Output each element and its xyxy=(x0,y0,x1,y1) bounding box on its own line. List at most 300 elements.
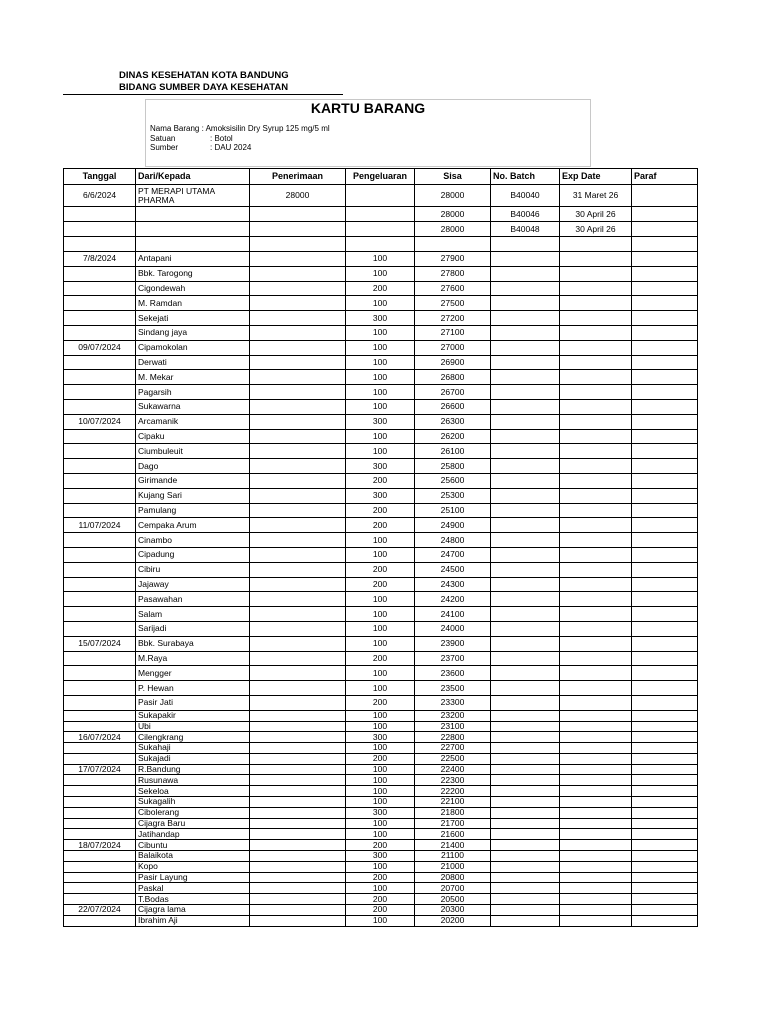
cell-pengeluaran: 100 xyxy=(346,764,415,775)
cell-pengeluaran: 100 xyxy=(346,547,415,562)
cell-penerimaan xyxy=(250,473,346,488)
cell-pengeluaran: 100 xyxy=(346,861,415,872)
cell-pengeluaran: 300 xyxy=(346,414,415,429)
cell-sisa: 28000 xyxy=(415,207,491,222)
table-row xyxy=(64,252,698,267)
cell-exp-date xyxy=(560,237,632,252)
cell-dari-kepada: Cinambo xyxy=(136,533,250,548)
cell-no-batch xyxy=(491,915,560,926)
cell-sisa: 25800 xyxy=(415,459,491,474)
cell-pengeluaran: 100 xyxy=(346,429,415,444)
cell-penerimaan xyxy=(250,533,346,548)
cell-dari-kepada: Pasir Layung xyxy=(136,872,250,883)
table-row xyxy=(64,473,698,488)
cell-exp-date xyxy=(560,775,632,786)
cell-pengeluaran: 300 xyxy=(346,851,415,862)
cell-paraf xyxy=(632,621,698,636)
cell-dari-kepada: Cijagra lama xyxy=(136,905,250,916)
cell-dari-kepada: PT MERAPI UTAMA PHARMA xyxy=(136,185,250,207)
cell-tanggal xyxy=(64,503,136,518)
cell-dari-kepada: Ubi xyxy=(136,721,250,732)
cell-tanggal xyxy=(64,473,136,488)
cell-pengeluaran: 100 xyxy=(346,533,415,548)
cell-no-batch xyxy=(491,266,560,281)
cell-dari-kepada: Pamulang xyxy=(136,503,250,518)
cell-penerimaan xyxy=(250,915,346,926)
cell-dari-kepada: Mengger xyxy=(136,666,250,681)
table-row xyxy=(64,385,698,400)
cell-penerimaan xyxy=(250,710,346,721)
cell-pengeluaran: 100 xyxy=(346,829,415,840)
cell-pengeluaran: 200 xyxy=(346,281,415,296)
table-row xyxy=(64,743,698,754)
cell-paraf xyxy=(632,252,698,267)
cell-paraf xyxy=(632,636,698,651)
cell-penerimaan xyxy=(250,252,346,267)
cell-dari-kepada: Sekeloa xyxy=(136,786,250,797)
cell-pengeluaran: 100 xyxy=(346,743,415,754)
cell-penerimaan xyxy=(250,786,346,797)
cell-penerimaan xyxy=(250,681,346,696)
table-row xyxy=(64,237,698,252)
cell-sisa: 24300 xyxy=(415,577,491,592)
cell-no-batch xyxy=(491,651,560,666)
cell-tanggal xyxy=(64,915,136,926)
cell-penerimaan xyxy=(250,488,346,503)
cell-paraf xyxy=(632,311,698,326)
cell-tanggal xyxy=(64,797,136,808)
cell-sisa: 27100 xyxy=(415,325,491,340)
cell-pengeluaran: 200 xyxy=(346,695,415,710)
cell-exp-date xyxy=(560,861,632,872)
cell-dari-kepada: Bbk. Surabaya xyxy=(136,636,250,651)
cell-pengeluaran: 100 xyxy=(346,355,415,370)
cell-penerimaan xyxy=(250,607,346,622)
cell-penerimaan xyxy=(250,325,346,340)
cell-sisa: 26700 xyxy=(415,385,491,400)
cell-dari-kepada: Cibuntu xyxy=(136,840,250,851)
cell-pengeluaran: 100 xyxy=(346,607,415,622)
cell-penerimaan xyxy=(250,547,346,562)
cell-pengeluaran: 200 xyxy=(346,518,415,533)
col-sisa: Sisa xyxy=(415,169,491,185)
cell-exp-date xyxy=(560,883,632,894)
cell-sisa: 23600 xyxy=(415,666,491,681)
table-row xyxy=(64,340,698,355)
table-row xyxy=(64,266,698,281)
cell-penerimaan xyxy=(250,281,346,296)
cell-exp-date xyxy=(560,385,632,400)
cell-tanggal xyxy=(64,651,136,666)
cell-tanggal xyxy=(64,753,136,764)
cell-paraf xyxy=(632,743,698,754)
table-row xyxy=(64,325,698,340)
cell-tanggal xyxy=(64,207,136,222)
card-title: KARTU BARANG xyxy=(310,100,426,116)
cell-tanggal: 17/07/2024 xyxy=(64,764,136,775)
cell-tanggal xyxy=(64,786,136,797)
cell-sisa: 22500 xyxy=(415,753,491,764)
cell-penerimaan xyxy=(250,883,346,894)
cell-paraf xyxy=(632,666,698,681)
cell-dari-kepada: Sukawarna xyxy=(136,399,250,414)
cell-exp-date xyxy=(560,621,632,636)
cell-penerimaan xyxy=(250,775,346,786)
cell-no-batch xyxy=(491,488,560,503)
cell-sisa: 26100 xyxy=(415,444,491,459)
cell-no-batch xyxy=(491,710,560,721)
cell-sisa: 23300 xyxy=(415,695,491,710)
cell-no-batch xyxy=(491,503,560,518)
cell-no-batch xyxy=(491,732,560,743)
cell-penerimaan xyxy=(250,444,346,459)
cell-dari-kepada: Ibrahim Aji xyxy=(136,915,250,926)
cell-tanggal xyxy=(64,459,136,474)
cell-tanggal: 09/07/2024 xyxy=(64,340,136,355)
cell-sisa: 23700 xyxy=(415,651,491,666)
cell-penerimaan xyxy=(250,807,346,818)
cell-dari-kepada: Kopo xyxy=(136,861,250,872)
cell-no-batch xyxy=(491,872,560,883)
cell-no-batch xyxy=(491,370,560,385)
cell-paraf xyxy=(632,915,698,926)
cell-dari-kepada: Paskal xyxy=(136,883,250,894)
cell-paraf xyxy=(632,905,698,916)
cell-tanggal xyxy=(64,370,136,385)
org-division: BIDANG SUMBER DAYA KESEHATAN xyxy=(119,82,289,93)
cell-sisa: 28000 xyxy=(415,185,491,207)
table-row xyxy=(64,562,698,577)
cell-sisa: 22300 xyxy=(415,775,491,786)
cell-no-batch xyxy=(491,577,560,592)
cell-penerimaan xyxy=(250,414,346,429)
cell-pengeluaran: 100 xyxy=(346,710,415,721)
cell-exp-date xyxy=(560,807,632,818)
cell-sisa: 24700 xyxy=(415,547,491,562)
cell-dari-kepada: Rusunawa xyxy=(136,775,250,786)
cell-penerimaan xyxy=(250,840,346,851)
cell-sisa: 25300 xyxy=(415,488,491,503)
cell-exp-date xyxy=(560,695,632,710)
cell-dari-kepada: Jajaway xyxy=(136,577,250,592)
cell-pengeluaran: 200 xyxy=(346,905,415,916)
cell-dari-kepada: Cipadung xyxy=(136,547,250,562)
cell-tanggal xyxy=(64,743,136,754)
cell-dari-kepada: Jatihandap xyxy=(136,829,250,840)
cell-no-batch xyxy=(491,883,560,894)
cell-penerimaan xyxy=(250,621,346,636)
cell-exp-date xyxy=(560,533,632,548)
cell-sisa: 24800 xyxy=(415,533,491,548)
cell-pengeluaran: 100 xyxy=(346,681,415,696)
cell-pengeluaran: 100 xyxy=(346,818,415,829)
cell-dari-kepada: Sindang jaya xyxy=(136,325,250,340)
cell-exp-date: 30 April 26 xyxy=(560,222,632,237)
cell-sisa: 27500 xyxy=(415,296,491,311)
org-name: DINAS KESEHATAN KOTA BANDUNG xyxy=(119,70,289,81)
cell-sisa: 26800 xyxy=(415,370,491,385)
cell-sisa: 26900 xyxy=(415,355,491,370)
cell-dari-kepada: Cipamokolan xyxy=(136,340,250,355)
satuan-value: : Botol xyxy=(210,134,233,143)
cell-sisa: 23900 xyxy=(415,636,491,651)
nama-barang-value: Amoksisilin Dry Syrup 125 mg/5 ml xyxy=(205,124,330,133)
header-divider xyxy=(63,94,343,95)
cell-exp-date xyxy=(560,547,632,562)
cell-paraf xyxy=(632,710,698,721)
cell-no-batch xyxy=(491,281,560,296)
cell-pengeluaran: 100 xyxy=(346,775,415,786)
cell-tanggal xyxy=(64,429,136,444)
cell-tanggal xyxy=(64,547,136,562)
cell-tanggal xyxy=(64,577,136,592)
cell-pengeluaran: 200 xyxy=(346,562,415,577)
col-penerimaan: Penerimaan xyxy=(250,169,346,185)
cell-sisa: 22400 xyxy=(415,764,491,775)
cell-sisa xyxy=(415,237,491,252)
cell-no-batch xyxy=(491,459,560,474)
cell-penerimaan xyxy=(250,592,346,607)
cell-paraf xyxy=(632,355,698,370)
cell-exp-date xyxy=(560,872,632,883)
cell-paraf xyxy=(632,695,698,710)
cell-pengeluaran: 300 xyxy=(346,488,415,503)
cell-penerimaan xyxy=(250,872,346,883)
cell-pengeluaran: 200 xyxy=(346,651,415,666)
cell-paraf xyxy=(632,237,698,252)
cell-tanggal xyxy=(64,721,136,732)
cell-penerimaan xyxy=(250,829,346,840)
cell-tanggal xyxy=(64,222,136,237)
cell-tanggal xyxy=(64,444,136,459)
table-row xyxy=(64,775,698,786)
cell-penerimaan xyxy=(250,753,346,764)
cell-sisa: 24100 xyxy=(415,607,491,622)
cell-no-batch xyxy=(491,311,560,326)
cell-tanggal xyxy=(64,399,136,414)
cell-dari-kepada: M. Ramdan xyxy=(136,296,250,311)
cell-no-batch xyxy=(491,518,560,533)
cell-dari-kepada: R.Bandung xyxy=(136,764,250,775)
cell-pengeluaran: 100 xyxy=(346,797,415,808)
cell-no-batch xyxy=(491,840,560,851)
cell-no-batch xyxy=(491,621,560,636)
cell-dari-kepada: M.Raya xyxy=(136,651,250,666)
cell-penerimaan xyxy=(250,562,346,577)
cell-exp-date xyxy=(560,355,632,370)
table-row xyxy=(64,577,698,592)
cell-exp-date xyxy=(560,503,632,518)
cell-exp-date xyxy=(560,296,632,311)
cell-sisa: 24200 xyxy=(415,592,491,607)
cell-sisa: 21700 xyxy=(415,818,491,829)
cell-exp-date xyxy=(560,340,632,355)
cell-pengeluaran: 300 xyxy=(346,311,415,326)
cell-exp-date xyxy=(560,732,632,743)
cell-paraf xyxy=(632,325,698,340)
cell-tanggal xyxy=(64,818,136,829)
cell-sisa: 20800 xyxy=(415,872,491,883)
cell-sisa: 21100 xyxy=(415,851,491,862)
cell-no-batch xyxy=(491,414,560,429)
cell-paraf xyxy=(632,681,698,696)
cell-penerimaan: 28000 xyxy=(250,185,346,207)
cell-paraf xyxy=(632,414,698,429)
table-row xyxy=(64,488,698,503)
cell-tanggal xyxy=(64,533,136,548)
cell-paraf xyxy=(632,399,698,414)
cell-exp-date xyxy=(560,721,632,732)
cell-paraf xyxy=(632,185,698,207)
cell-sisa: 28000 xyxy=(415,222,491,237)
cell-tanggal xyxy=(64,872,136,883)
cell-tanggal xyxy=(64,325,136,340)
table-row xyxy=(64,829,698,840)
cell-no-batch xyxy=(491,743,560,754)
table-row xyxy=(64,444,698,459)
table-row xyxy=(64,681,698,696)
table-row xyxy=(64,296,698,311)
cell-penerimaan xyxy=(250,797,346,808)
cell-sisa: 23200 xyxy=(415,710,491,721)
cell-penerimaan xyxy=(250,518,346,533)
cell-tanggal xyxy=(64,851,136,862)
table-row xyxy=(64,651,698,666)
cell-paraf xyxy=(632,266,698,281)
table-row xyxy=(64,786,698,797)
cell-no-batch xyxy=(491,562,560,577)
table-row xyxy=(64,883,698,894)
cell-dari-kepada xyxy=(136,207,250,222)
cell-no-batch xyxy=(491,851,560,862)
cell-exp-date xyxy=(560,840,632,851)
cell-tanggal xyxy=(64,894,136,905)
cell-paraf xyxy=(632,894,698,905)
cell-dari-kepada: Sarijadi xyxy=(136,621,250,636)
cell-pengeluaran: 200 xyxy=(346,473,415,488)
cell-no-batch xyxy=(491,325,560,340)
cell-penerimaan xyxy=(250,651,346,666)
cell-exp-date xyxy=(560,797,632,808)
cell-no-batch xyxy=(491,753,560,764)
cell-tanggal: 10/07/2024 xyxy=(64,414,136,429)
cell-sisa: 25600 xyxy=(415,473,491,488)
cell-no-batch xyxy=(491,607,560,622)
cell-pengeluaran: 300 xyxy=(346,732,415,743)
cell-penerimaan xyxy=(250,636,346,651)
cell-pengeluaran: 200 xyxy=(346,577,415,592)
cell-pengeluaran: 100 xyxy=(346,340,415,355)
cell-penerimaan xyxy=(250,695,346,710)
table-row xyxy=(64,894,698,905)
table-row xyxy=(64,547,698,562)
cell-exp-date: 31 Maret 26 xyxy=(560,185,632,207)
cell-dari-kepada: Antapani xyxy=(136,252,250,267)
cell-no-batch xyxy=(491,533,560,548)
cell-dari-kepada: Cijagra Baru xyxy=(136,818,250,829)
cell-exp-date xyxy=(560,518,632,533)
cell-dari-kepada: P. Hewan xyxy=(136,681,250,696)
cell-exp-date xyxy=(560,753,632,764)
cell-exp-date xyxy=(560,325,632,340)
cell-pengeluaran: 100 xyxy=(346,721,415,732)
cell-paraf xyxy=(632,732,698,743)
cell-tanggal xyxy=(64,281,136,296)
cell-exp-date xyxy=(560,252,632,267)
cell-dari-kepada: Cibolerang xyxy=(136,807,250,818)
table-row xyxy=(64,721,698,732)
cell-no-batch xyxy=(491,237,560,252)
cell-tanggal xyxy=(64,562,136,577)
cell-tanggal xyxy=(64,311,136,326)
cell-no-batch xyxy=(491,340,560,355)
table-row xyxy=(64,355,698,370)
cell-paraf xyxy=(632,473,698,488)
table-row xyxy=(64,281,698,296)
cell-dari-kepada: Balaikota xyxy=(136,851,250,862)
stock-ledger-table xyxy=(63,168,698,927)
cell-pengeluaran: 100 xyxy=(346,786,415,797)
table-row xyxy=(64,797,698,808)
cell-pengeluaran: 100 xyxy=(346,325,415,340)
cell-no-batch xyxy=(491,905,560,916)
cell-no-batch xyxy=(491,764,560,775)
table-row xyxy=(64,185,698,207)
cell-penerimaan xyxy=(250,732,346,743)
cell-sisa: 24500 xyxy=(415,562,491,577)
cell-pengeluaran: 100 xyxy=(346,621,415,636)
cell-pengeluaran: 100 xyxy=(346,296,415,311)
cell-penerimaan xyxy=(250,340,346,355)
cell-sisa: 20300 xyxy=(415,905,491,916)
cell-tanggal xyxy=(64,488,136,503)
cell-paraf xyxy=(632,818,698,829)
cell-paraf xyxy=(632,577,698,592)
col-pengeluaran: Pengeluaran xyxy=(346,169,415,185)
cell-sisa: 26300 xyxy=(415,414,491,429)
cell-dari-kepada: Arcamanik xyxy=(136,414,250,429)
cell-no-batch xyxy=(491,636,560,651)
cell-exp-date: 30 April 26 xyxy=(560,207,632,222)
cell-penerimaan xyxy=(250,666,346,681)
cell-sisa: 22200 xyxy=(415,786,491,797)
cell-exp-date xyxy=(560,681,632,696)
cell-exp-date xyxy=(560,459,632,474)
table-row xyxy=(64,459,698,474)
cell-sisa: 24000 xyxy=(415,621,491,636)
cell-sisa: 27600 xyxy=(415,281,491,296)
table-row xyxy=(64,732,698,743)
table-row xyxy=(64,429,698,444)
cell-penerimaan xyxy=(250,577,346,592)
table-row xyxy=(64,370,698,385)
cell-sisa: 24900 xyxy=(415,518,491,533)
cell-pengeluaran: 100 xyxy=(346,399,415,414)
cell-paraf xyxy=(632,883,698,894)
cell-no-batch xyxy=(491,894,560,905)
cell-dari-kepada: Derwati xyxy=(136,355,250,370)
cell-paraf xyxy=(632,592,698,607)
table-row xyxy=(64,207,698,222)
cell-tanggal: 22/07/2024 xyxy=(64,905,136,916)
cell-sisa: 27800 xyxy=(415,266,491,281)
cell-exp-date xyxy=(560,666,632,681)
cell-exp-date xyxy=(560,444,632,459)
cell-tanggal xyxy=(64,592,136,607)
cell-no-batch: B40048 xyxy=(491,222,560,237)
cell-dari-kepada: Bbk. Tarogong xyxy=(136,266,250,281)
table-row xyxy=(64,753,698,764)
